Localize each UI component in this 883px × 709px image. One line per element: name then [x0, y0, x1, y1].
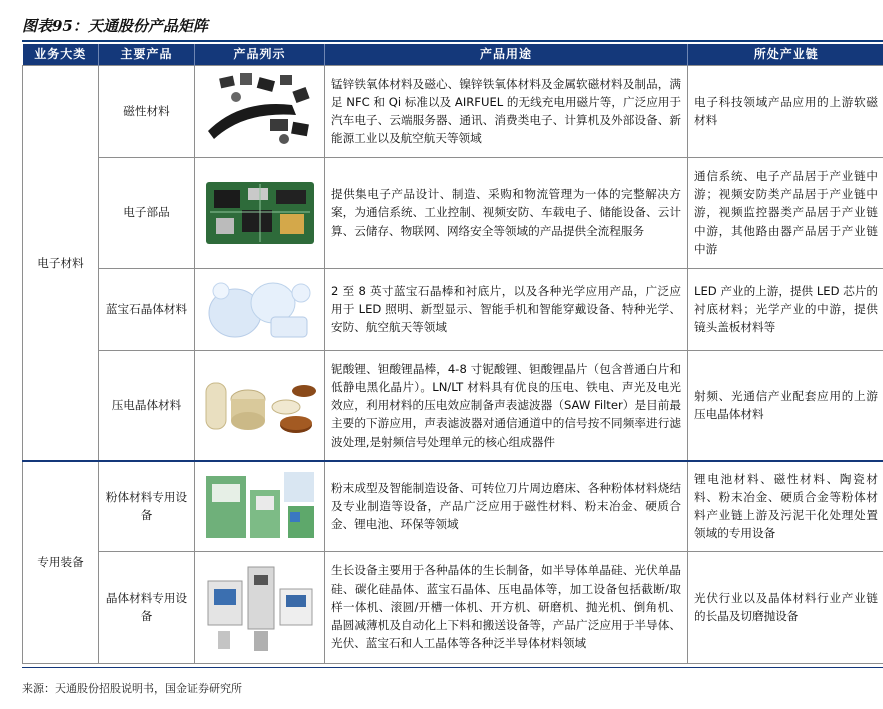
- product-usage: 粉末成型及智能制造设备、可转位刀片周边磨床、各种粉体材料烧结及专业制造等设备，产品广泛应用于磁性材料、粉末冶金、硬质合金、锂电池、环保等领域: [325, 461, 688, 551]
- product-usage: 锰锌铁氧体材料及磁心、镍锌铁氧体材料及金属软磁材料及制品，满足 NFC 和 Qi 标准以及 AIRFUEL 的无线充电用磁片等，广泛应用于汽车电子、云端服务器、通讯、消费类电子、计算机及外部设备、新能源工业以及航空航天等领域: [325, 65, 688, 157]
- product-name: 粉体材料专用设备: [99, 461, 195, 551]
- product-name: 电子部品: [99, 157, 195, 268]
- product-usage: 2 至 8 英寸蓝宝石晶棒和衬底片，以及各种光学应用产品，广泛应用于 LED 照明、新型显示、智能手机和智能穿戴设备、特种光学、安防、航空航天等领域: [325, 268, 688, 350]
- product-name: 晶体材料专用设备: [99, 551, 195, 663]
- product-image-cell: [195, 551, 325, 663]
- crystal-equipment-photo-icon: [200, 559, 320, 655]
- product-usage: 铌酸锂、钽酸锂晶棒，4-8 寸铌酸锂、钽酸锂晶片（包含普通白片和低静电黑化晶片）。LN/LT 材料具有优良的压电、铁电、声光及电光效应，利用材料的压电效应制备声表滤波器（SAW Filter）是目前最主要的下游应用，声表滤波器对通信通道中的信号按不同频率进行滤波处理,是射频信号处理单元的核心组成器件: [325, 350, 688, 461]
- table-row: [23, 65, 883, 157]
- product-image-cell: [195, 268, 325, 350]
- product-matrix-table: [22, 44, 883, 664]
- product-image-cell: [195, 65, 325, 157]
- category-electronic-materials: 电子材料: [23, 65, 99, 461]
- industry-chain: 光伏行业以及晶体材料行业产业链的长晶及切磨抛设备: [688, 551, 883, 663]
- figure-title: 图表95：天通股份产品矩阵: [22, 17, 208, 35]
- header-product-usage: 产品用途: [325, 44, 688, 65]
- header-product-images: 产品列示: [195, 44, 325, 65]
- header-business-category: 业务大类: [23, 44, 99, 65]
- industry-chain: 锂电池材料、磁性材料、陶瓷材料、粉末冶金、硬质合金等粉体材料产业链上游及污泥干化处理处置领域的专用设备: [688, 461, 883, 551]
- industry-chain: LED 产业的上游，提供 LED 芯片的衬底材料；光学产业的中游，提供镜头盖板材料等: [688, 268, 883, 350]
- product-image-cell: [195, 157, 325, 268]
- table-row: [23, 268, 883, 350]
- table-row: [23, 157, 883, 268]
- magnetic-material-photo-icon: [200, 69, 320, 153]
- source-note: 来源：天通股份招股说明书，国金证券研究所: [22, 682, 242, 695]
- piezoelectric-wafer-photo-icon: [200, 369, 320, 441]
- industry-chain: 通信系统、电子产品居于产业链中游；视频安防类产品居于产业链中游，视频监控器类产品居于产业链中游，其他路由器产品居于产业链中游: [688, 157, 883, 268]
- table-row: [23, 461, 883, 551]
- bottom-divider: [22, 667, 883, 668]
- table-row: [23, 350, 883, 461]
- sapphire-crystal-photo-icon: [201, 273, 319, 345]
- category-special-equipment: 专用装备: [23, 461, 99, 663]
- powder-equipment-photo-icon: [200, 466, 320, 546]
- circuit-board-photo-icon: [200, 174, 320, 252]
- product-image-cell: [195, 461, 325, 551]
- product-name: 蓝宝石晶体材料: [99, 268, 195, 350]
- header-industry-chain: 所处产业链: [688, 44, 883, 65]
- industry-chain: 电子科技领域产品应用的上游软磁材料: [688, 65, 883, 157]
- header-main-product: 主要产品: [99, 44, 195, 65]
- industry-chain: 射频、光通信产业配套应用的上游压电晶体材料: [688, 350, 883, 461]
- product-name: 压电晶体材料: [99, 350, 195, 461]
- table-row: [23, 551, 883, 663]
- table-header-row: [23, 44, 883, 65]
- title-divider: [22, 40, 883, 42]
- product-name: 磁性材料: [99, 65, 195, 157]
- product-usage: 提供集电子产品设计、制造、采购和物流管理为一体的完整解决方案，为通信系统、工业控制、视频安防、车载电子、储能设备、云计算、云储存、物联网、网络安全等领域的产品提供全流程服务: [325, 157, 688, 268]
- product-image-cell: [195, 350, 325, 461]
- product-usage: 生长设备主要用于各种晶体的生长制备，如半导体单晶硅、光伏单晶硅、碳化硅晶体、蓝宝石晶体、压电晶体等，加工设备包括截断/取样一体机、滚圆/开槽一体机、开方机、研磨机、抛光机、倒角机、晶圆减薄机及自动化上下料和搬送设备等，产品广泛应用于半导体、光伏、蓝宝石和人工晶体等各种泛半导体材料领域: [325, 551, 688, 663]
